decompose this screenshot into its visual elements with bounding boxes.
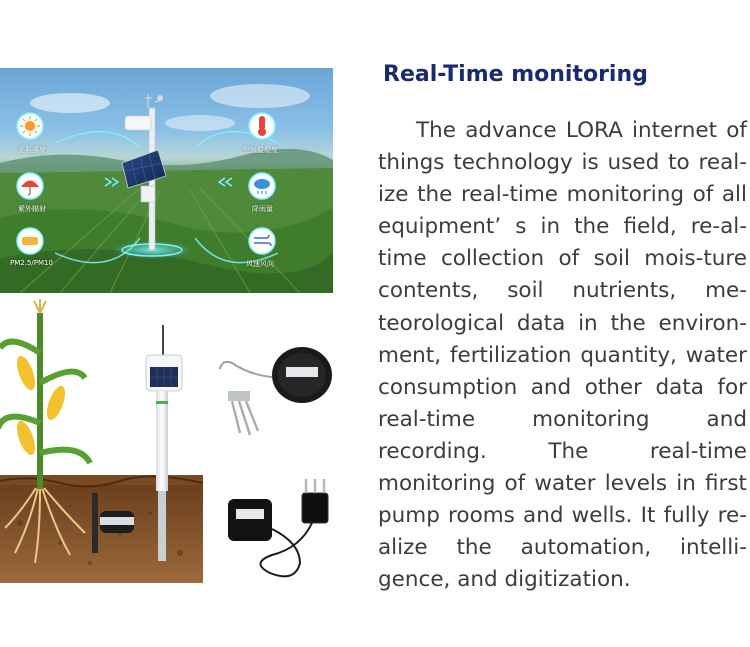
label-air-temp-humidity: 空气温湿度 [243, 146, 278, 154]
sensor-products-image [0, 293, 375, 593]
products-illustration [0, 293, 375, 593]
label-uv-radiation: 紫外辐射 [18, 205, 46, 213]
wind-icon [249, 228, 275, 254]
soil-moisture-probe [220, 347, 332, 435]
rain-cloud-icon [249, 173, 275, 199]
section-title: Real-Time monitoring [383, 62, 648, 87]
particulate-icon [17, 228, 43, 254]
thermometer-icon [249, 113, 275, 139]
weather-station-image [0, 68, 333, 293]
label-pm: PM2.5/PM10 [10, 259, 53, 267]
label-wind: 风速风向 [246, 260, 274, 268]
label-rainfall: 降雨量 [252, 205, 273, 213]
sun-icon [17, 113, 43, 139]
corn-plant [0, 299, 90, 489]
soil-sensor-with-cable [228, 479, 328, 576]
umbrella-icon [17, 173, 43, 199]
label-light-intensity: 光照强度 [18, 146, 46, 154]
section-body: The advance LORA internet of things technology is used to real-ize the real-time monitoring of all equipment’ s in the field, re-al-time collection of soil mois-ture contents, soil nutrients, me-teorological data in the environ-ment, fertilization quantity, water consumption and other data for real-time monitoring and recording. The real-time monitoring of water levels in first pump rooms and wells. It fully re-alize the automation, intelli-gence, and digitization. [378, 118, 747, 593]
